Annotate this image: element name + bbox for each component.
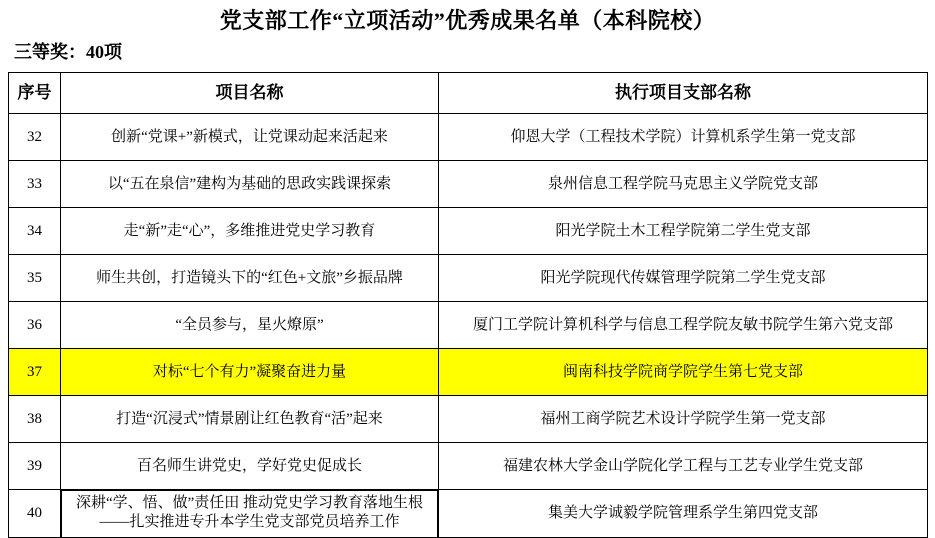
page-title: 党支部工作“立项活动”优秀成果名单（本科院校） bbox=[219, 8, 716, 33]
column-header-branch-name: 执行项目支部名称 bbox=[439, 72, 928, 113]
table-row-highlighted bbox=[9, 348, 928, 395]
cell-project-name: 打造“沉浸式”情景剧让红色教育“活”起来 bbox=[61, 395, 439, 442]
table-header-row bbox=[9, 72, 928, 113]
column-header-project-name: 项目名称 bbox=[61, 72, 439, 113]
cell-branch-name: 泉州信息工程学院马克思主义学院党支部 bbox=[439, 160, 928, 207]
column-header-no: 序号 bbox=[9, 72, 61, 113]
cell-branch-name: 集美大学诚毅学院管理系学生第四党支部 bbox=[439, 489, 928, 538]
cell-no: 37 bbox=[9, 348, 61, 395]
cell-branch-name: 福州工商学院艺术设计学院学生第一党支部 bbox=[439, 395, 928, 442]
cell-no: 40 bbox=[9, 489, 61, 538]
cell-project-name: 师生共创，打造镜头下的“红色+文旅”乡振品牌 bbox=[61, 254, 439, 301]
cell-branch-name: 仰恩大学（工程技术学院）计算机系学生第一党支部 bbox=[439, 113, 928, 160]
table-row bbox=[9, 489, 928, 538]
cell-project-name: 走“新”走“心”，多维推进党史学习教育 bbox=[61, 207, 439, 254]
award-level-label: 三等奖：40项 bbox=[14, 42, 122, 63]
cell-no: 39 bbox=[9, 442, 61, 489]
table-row bbox=[9, 301, 928, 348]
cell-branch-name: 阳光学院现代传媒管理学院第二学生党支部 bbox=[439, 254, 928, 301]
cell-no: 38 bbox=[9, 395, 61, 442]
results-table bbox=[8, 72, 928, 538]
cell-project-name: 对标“七个有力”凝聚奋进力量 bbox=[61, 348, 439, 395]
cell-no: 34 bbox=[9, 207, 61, 254]
table-row bbox=[9, 160, 928, 207]
cell-no: 35 bbox=[9, 254, 61, 301]
cell-no: 32 bbox=[9, 113, 61, 160]
table-row bbox=[9, 395, 928, 442]
table-row bbox=[9, 113, 928, 160]
cell-project-name: 以“五在泉信”建构为基础的思政实践课探索 bbox=[61, 160, 439, 207]
cell-project-name-line1: 深耕“学、悟、做”责任田 推动党史学习教育落地生根 bbox=[75, 494, 424, 511]
cell-no: 36 bbox=[9, 301, 61, 348]
table-row bbox=[9, 207, 928, 254]
cell-project-name: 创新“党课+”新模式，让党课动起来活起来 bbox=[61, 113, 439, 160]
cell-branch-name: 阳光学院土木工程学院第二学生党支部 bbox=[439, 207, 928, 254]
table-row bbox=[9, 254, 928, 301]
cell-branch-name: 闽南科技学院商学院学生第七党支部 bbox=[439, 348, 928, 395]
cell-project-name: 百名师生讲党史，学好党史促成长 bbox=[61, 442, 439, 489]
cell-branch-name: 厦门工学院计算机科学与信息工程学院友敏书院学生第六党支部 bbox=[439, 301, 928, 348]
cell-branch-name: 福建农林大学金山学院化学工程与工艺专业学生党支部 bbox=[439, 442, 928, 489]
cell-project-name bbox=[61, 490, 438, 538]
cell-project-name: “全员参与，星火燎原” bbox=[61, 301, 439, 348]
table-row bbox=[9, 442, 928, 489]
cell-project-name-line2: ——扎实推进专升本学生党支部党员培养工作 bbox=[99, 513, 400, 530]
cell-no: 33 bbox=[9, 160, 61, 207]
